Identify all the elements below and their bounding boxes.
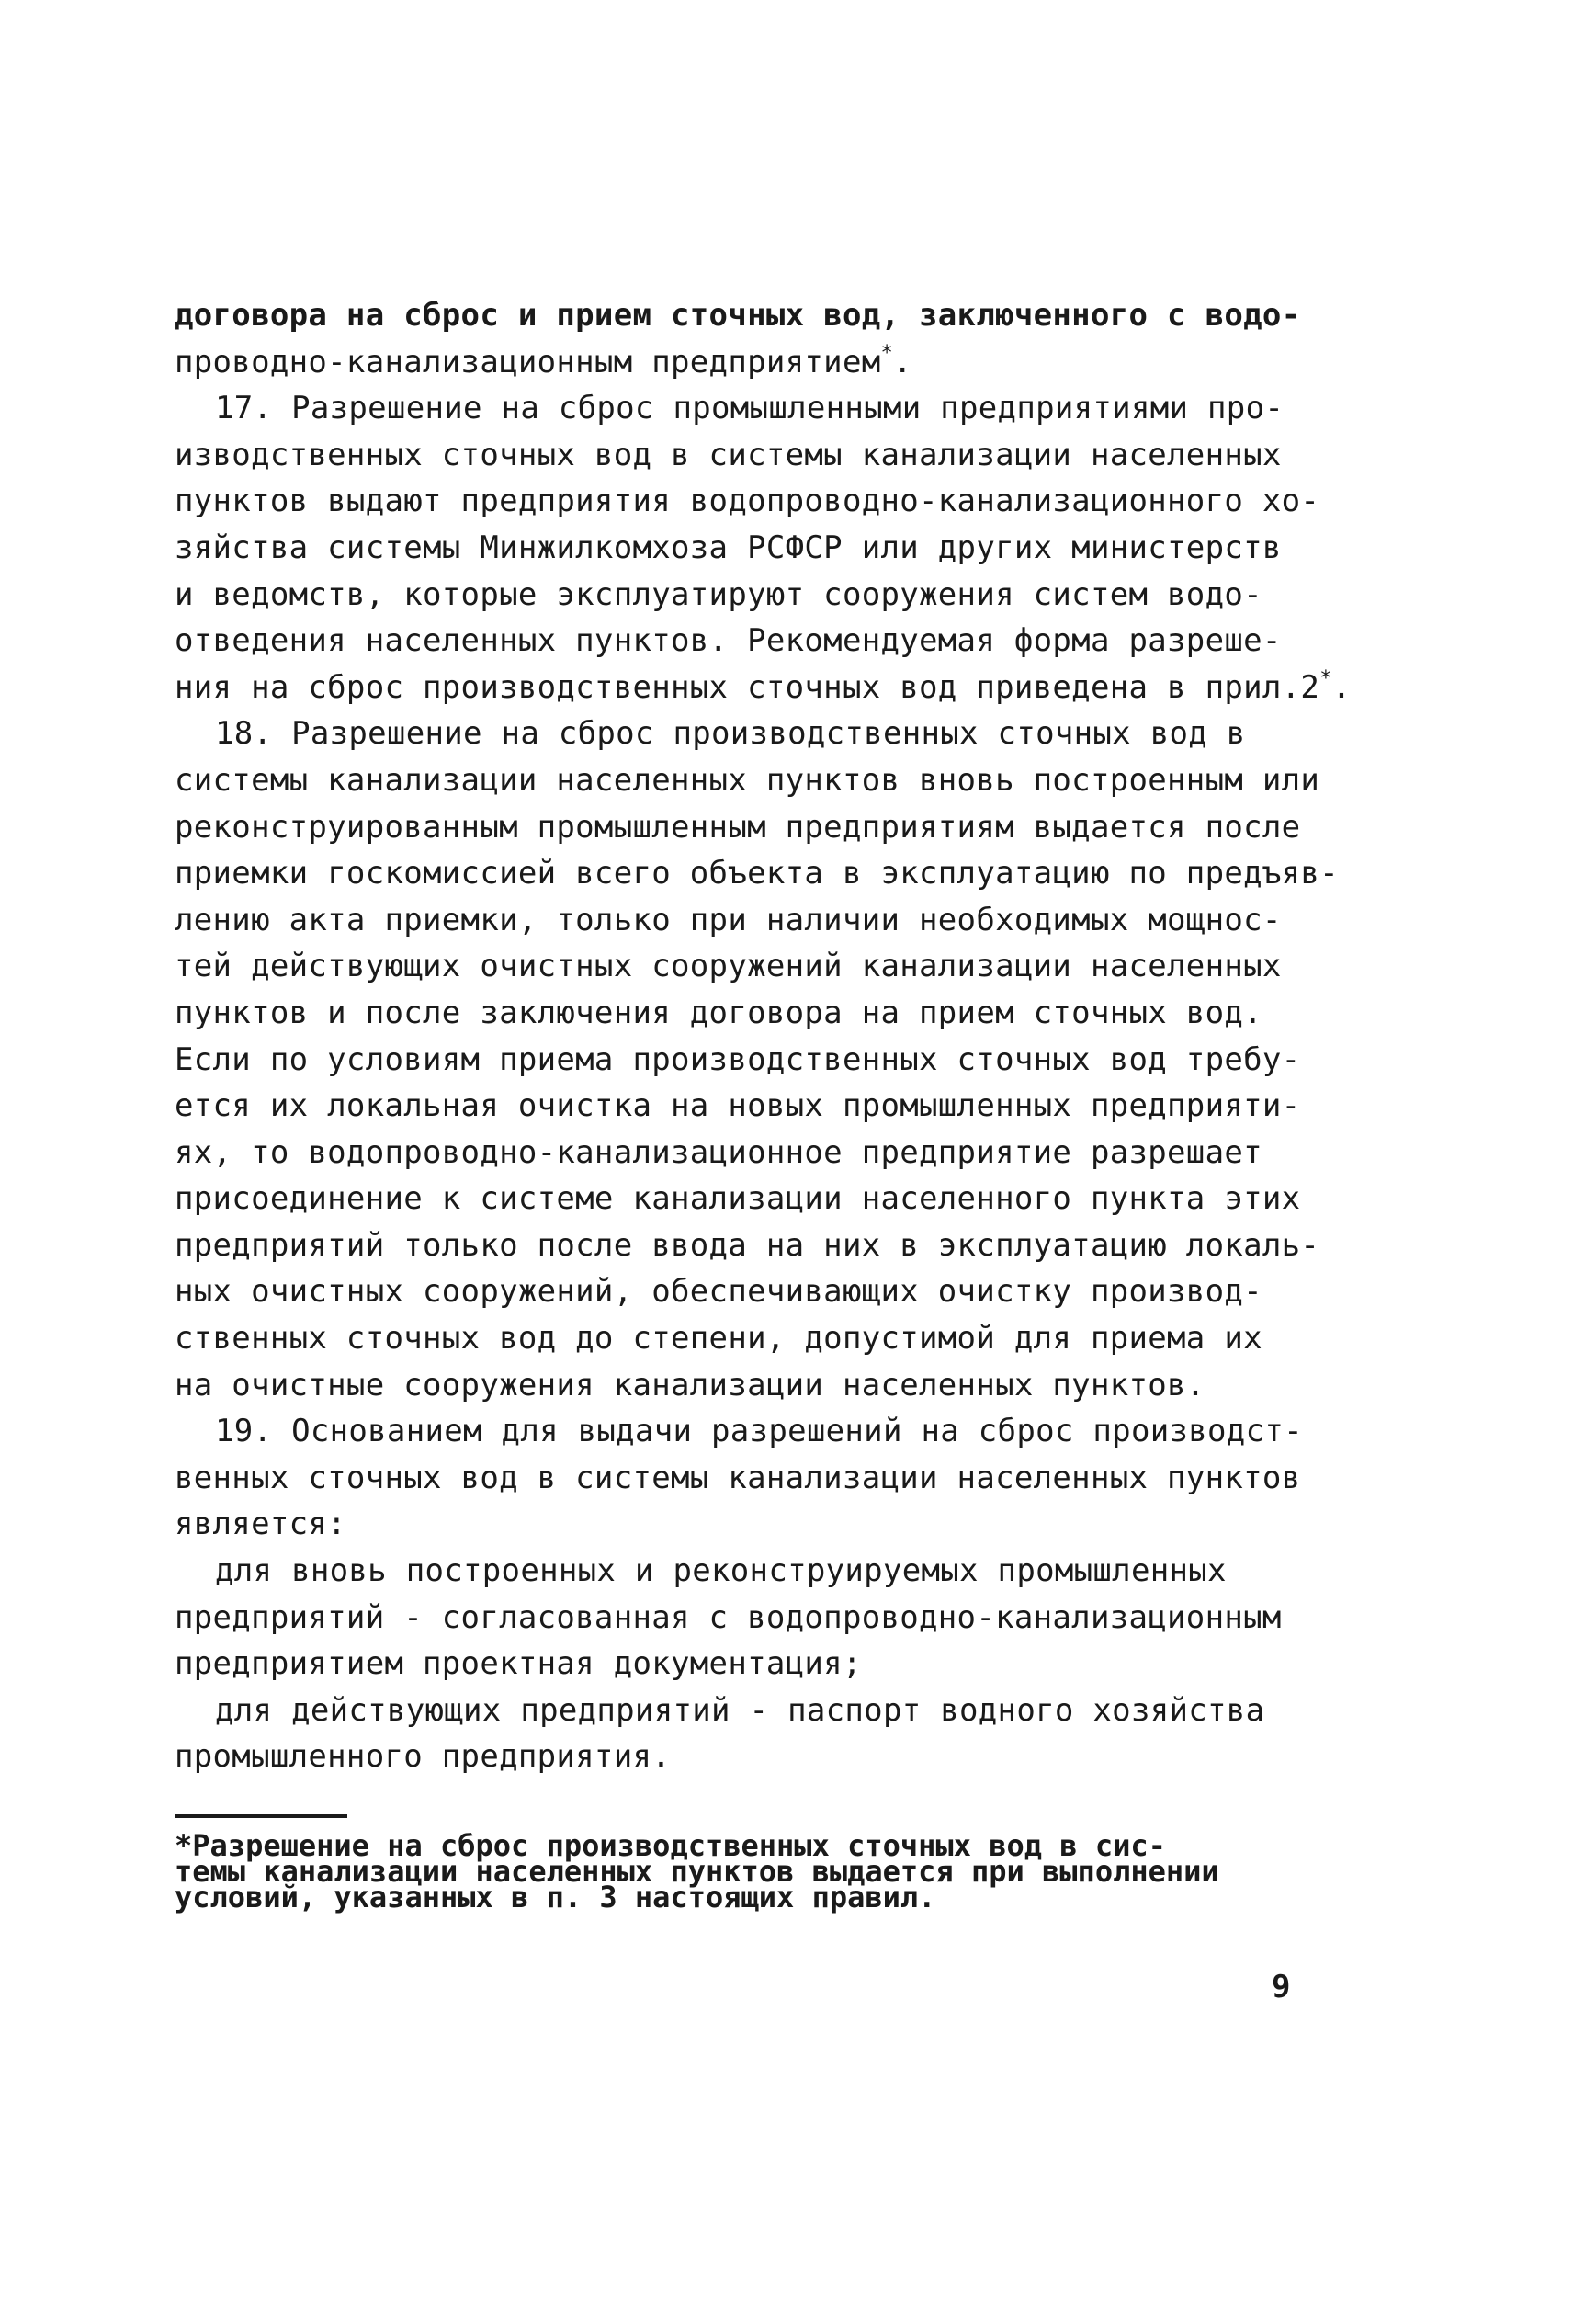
text-line: системы канализации населенных пунктов вновь построенным или xyxy=(175,761,1320,799)
footnote-marker: * xyxy=(1319,666,1332,690)
text-line-content: проводно-канализационным предприятием xyxy=(175,343,881,381)
text-line: предприятием проектная документация; xyxy=(175,1645,862,1683)
text-line: ется их локальная очистка на новых промышленных предприяти- xyxy=(175,1087,1301,1125)
text-line: приемки госкомиссией всего объекта в эксплуатацию по предъяв- xyxy=(175,855,1339,892)
text-line: отведения населенных пунктов. Рекомендуемая форма разреше- xyxy=(175,622,1282,660)
text-line: является: xyxy=(175,1506,346,1543)
paragraph-18-start: 18. Разрешение на сброс производственных сточных вод в xyxy=(215,715,1246,753)
text-line: венных сточных вод в системы канализации населенных пунктов xyxy=(175,1459,1301,1496)
text-line: ственных сточных вод до степени, допустимой для приема их xyxy=(175,1320,1262,1358)
footnote-line: условий, указанных в п. 3 настоящих правил. xyxy=(175,1880,936,1915)
text-line: изводственных сточных вод в системы канализации населенных xyxy=(175,436,1282,473)
page-number: 9 xyxy=(1272,1969,1291,2006)
text-line: проводно-канализационным предприятием*. xyxy=(175,341,912,381)
text-line: промышленного предприятия. xyxy=(175,1738,672,1776)
body-text xyxy=(175,292,1369,1780)
footnote-marker: * xyxy=(880,341,894,365)
text-line: пунктов выдают предприятия водопроводно-канализационного хо- xyxy=(175,483,1320,520)
list-item-new-enterprises: для вновь построенных и реконструируемых промышленных xyxy=(215,1552,1227,1590)
text-line: предприятий только после ввода на них в эксплуатацию локаль- xyxy=(175,1226,1320,1264)
text-line: ных очистных сооружений, обеспечивающих очистку производ- xyxy=(175,1273,1262,1311)
text-line: зяйства системы Минжилкомхоза РСФСР или других министерств xyxy=(175,528,1282,566)
text-line: тей действующих очистных сооружений канализации населенных xyxy=(175,948,1282,985)
text-line: присоединение к системе канализации населенного пункта этих xyxy=(175,1180,1301,1218)
text-line: предприятий - согласованная с водопроводно-канализационным xyxy=(175,1598,1282,1636)
text-line: ях, то водопроводно-канализационное предприятие разрешает xyxy=(175,1133,1262,1171)
paragraph-19-start: 19. Основанием для выдачи разрешений на сброс производст- xyxy=(215,1413,1303,1450)
text-line: Если по условиям приема производственных сточных вод требу- xyxy=(175,1040,1301,1078)
text-line: и ведомств, которые эксплуатируют сооружения систем водо- xyxy=(175,575,1262,613)
text-line: лению акта приемки, только при наличии необходимых мощнос- xyxy=(175,901,1282,938)
footnote-line: темы канализации населенных пунктов выдается при выполнении xyxy=(175,1854,1219,1889)
paragraph-17-start: 17. Разрешение на сброс промышленными предприятиями про- xyxy=(215,390,1285,427)
text-line-content: ния на сброс производственных сточных вод приведена в прил.2 xyxy=(175,668,1320,706)
text-line: договора на сброс и прием сточных вод, заключенного с водо- xyxy=(175,297,1301,334)
text-line: реконструированным промышленным предприятиям выдается после xyxy=(175,808,1301,846)
text-line: пунктов и после заключения договора на прием сточных вод. xyxy=(175,994,1262,1031)
footnote-divider xyxy=(175,1814,347,1818)
text-line: ния на сброс производственных сточных вод приведена в прил.2*. xyxy=(175,666,1352,706)
footnote xyxy=(175,1828,1375,1915)
text-line: на очистные сооружения канализации населенных пунктов. xyxy=(175,1366,1205,1403)
list-item-existing-enterprises: для действующих предприятий - паспорт водного хозяйства xyxy=(215,1691,1265,1729)
footnote-line: *Разрешение на сброс производственных сточных вод в сис- xyxy=(175,1828,1166,1863)
